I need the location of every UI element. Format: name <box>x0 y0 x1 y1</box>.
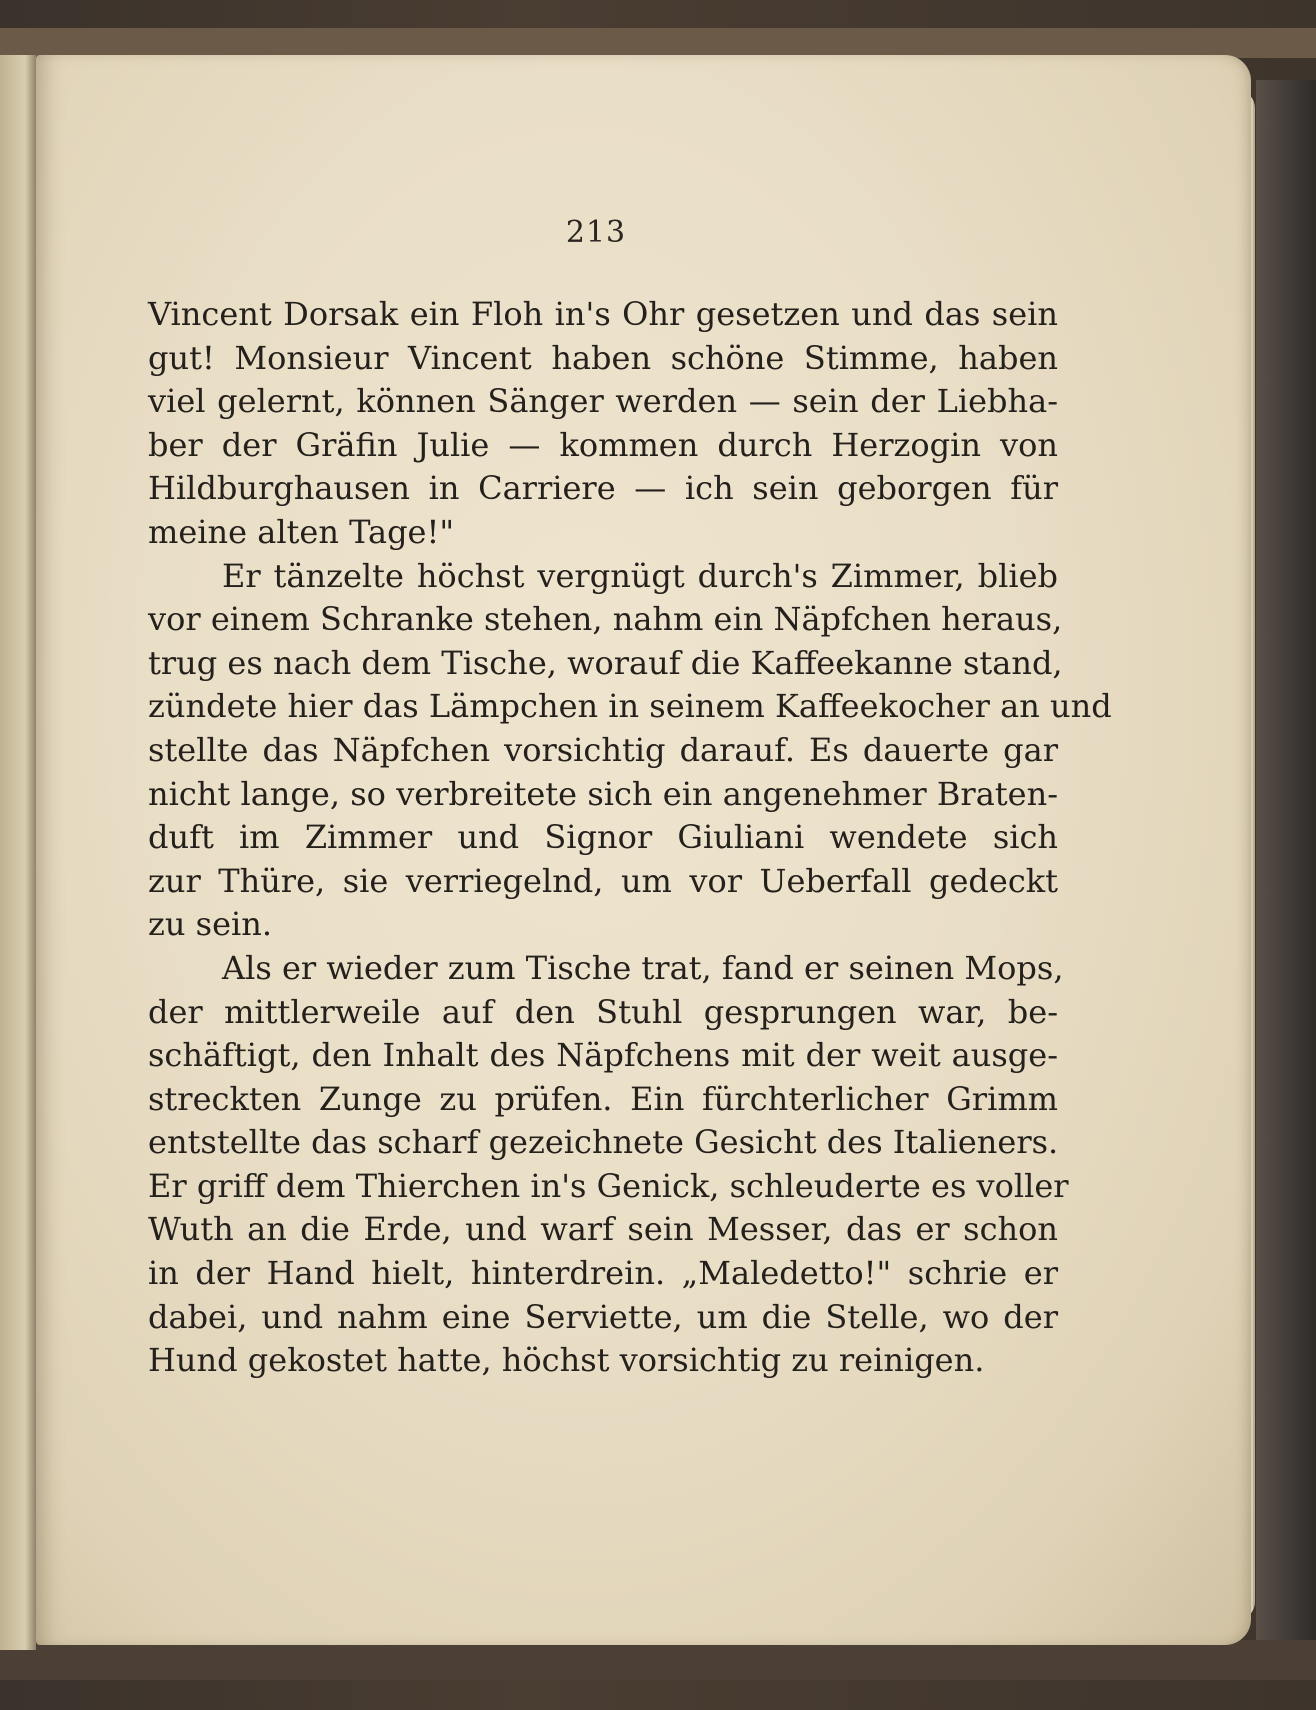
text-line: vor einem Schranke stehen, nahm ein Näpfchen heraus, <box>148 600 1063 639</box>
text-line: nicht lange, so verbreitete sich ein angenehmer Braten- <box>148 774 1058 813</box>
text-line: dabei, und nahm eine Serviette, um die Stelle, wo der <box>148 1297 1058 1336</box>
paragraph-1 <box>148 293 1058 555</box>
text-line: Er griff dem Thierchen in's Genick, schleuderte es voller <box>148 1166 1069 1205</box>
cover-top-edge <box>0 28 1316 58</box>
text-line: trug es nach dem Tische, worauf die Kaffeekanne stand, <box>148 643 1063 682</box>
book-page <box>36 55 1251 1645</box>
text-line: der mittlerweile auf den Stuhl gesprungen war, be- <box>148 992 1058 1031</box>
text-line: viel gelernt, können Sänger werden — sein der Liebha- <box>148 382 1058 421</box>
text-line: schäftigt, den Inhalt des Näpfchens mit der weit ausge- <box>148 1036 1058 1075</box>
text-line: meine alten Tage!" <box>148 512 455 551</box>
paragraph-3 <box>148 947 1069 1383</box>
text-line: Er tänzelte höchst vergnügt durch's Zimmer, blieb <box>222 556 1058 595</box>
text-line: ber der Gräfin Julie — kommen durch Herzogin von <box>148 425 1058 464</box>
text-line: Als er wieder zum Tische trat, fand er seinen Mops, <box>222 948 1064 987</box>
text-line: zu sein. <box>148 905 273 944</box>
text-line: Vincent Dorsak ein Floh in's Ohr gesetzen und das sein <box>148 295 1058 333</box>
cover-bottom-edge <box>0 1640 1316 1680</box>
text-line: in der Hand hielt, hinterdrein. „Maledetto!" schrie er <box>148 1254 1058 1293</box>
text-line: Wuth an die Erde, und warf sein Messer, das er schon <box>148 1210 1058 1249</box>
text-line: streckten Zunge zu prüfen. Ein fürchterlicher Grimm <box>148 1079 1058 1118</box>
text-line: entstellte das scharf gezeichnete Gesicht des Italieners. <box>148 1123 1059 1162</box>
cover-right-edge <box>1256 80 1316 1640</box>
text-line: zur Thüre, sie verriegelnd, um vor Ueberfall gedeckt <box>148 861 1058 900</box>
body-text <box>148 293 1112 1383</box>
paragraph-2 <box>148 555 1112 947</box>
text-line: Hildburghausen in Carriere — ich sein geborgen für <box>148 469 1058 508</box>
text-line: zündete hier das Lämpchen in seinem Kaffeekocher an und <box>148 687 1112 726</box>
text-line: stellte das Näpfchen vorsichtig darauf. Es dauerte gar <box>148 730 1058 769</box>
left-page-edge <box>0 55 36 1650</box>
text-line: duft im Zimmer und Signor Giuliani wendete sich <box>148 818 1058 857</box>
text-line: gut! Monsieur Vincent haben schöne Stimme, haben <box>148 338 1058 377</box>
page-number: 213 <box>565 215 627 250</box>
text-line: Hund gekostet hatte, höchst vorsichtig zu reinigen. <box>148 1341 985 1380</box>
